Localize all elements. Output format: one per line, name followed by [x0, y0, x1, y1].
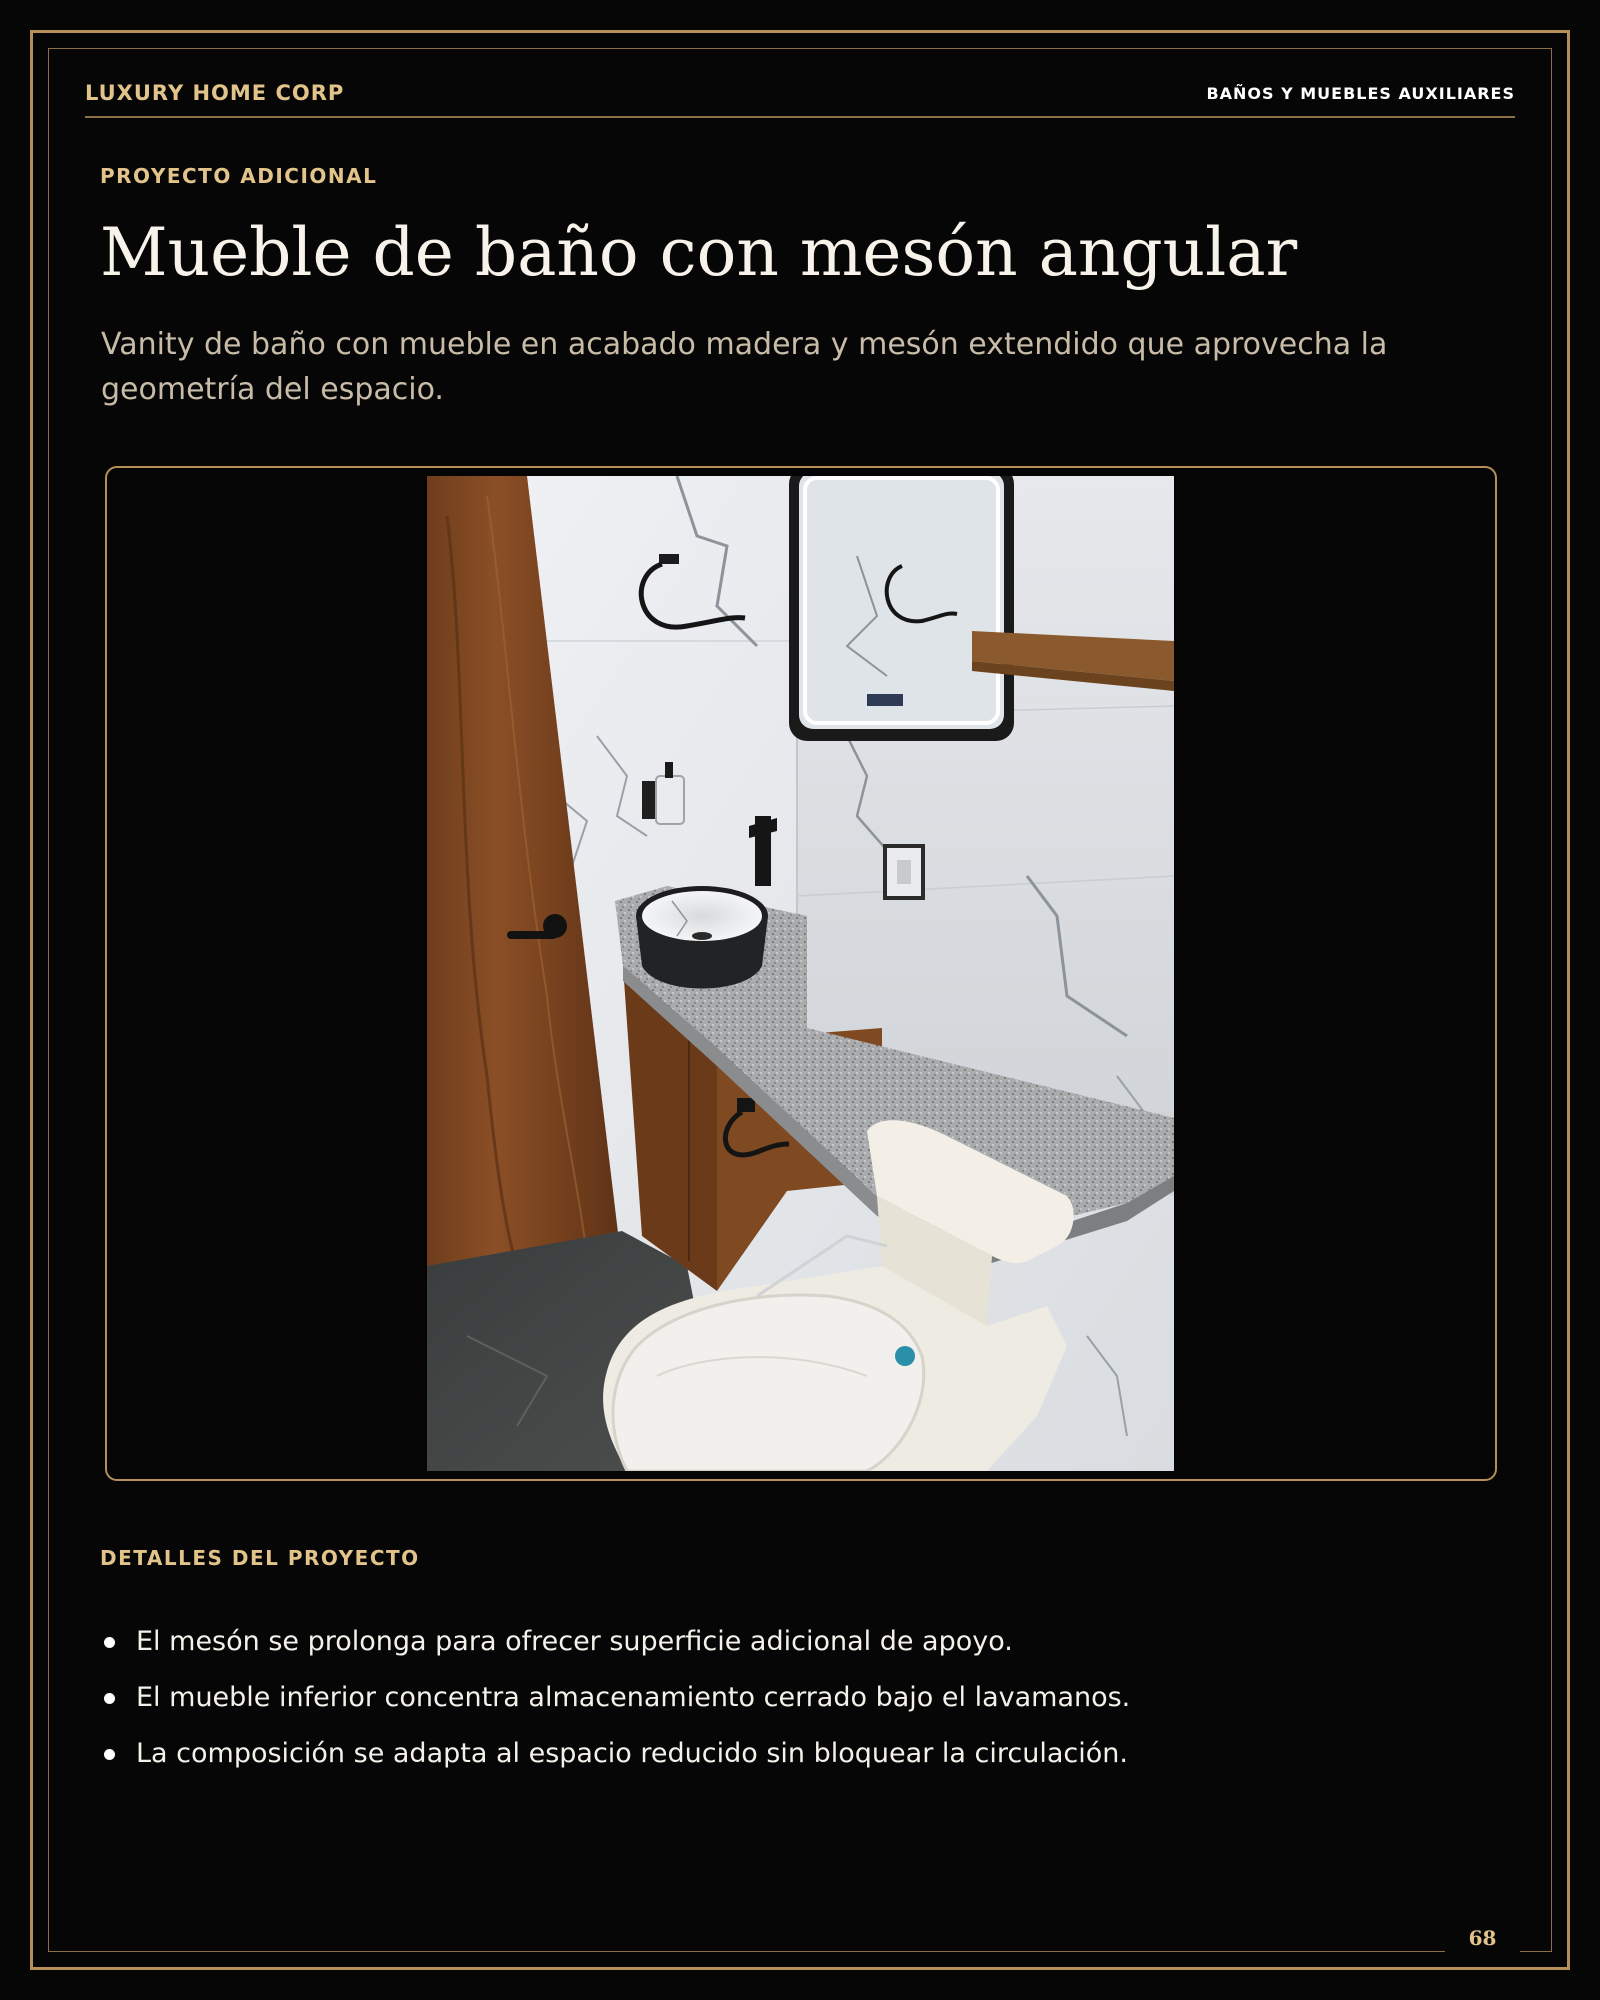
details-item-text: El mueble inferior concentra almacenamiento cerrado bajo el lavamanos.: [136, 1682, 1131, 1713]
page-header: [85, 68, 1515, 118]
eyebrow-label: PROYECTO ADICIONAL: [100, 164, 378, 188]
project-photo-frame: [105, 466, 1497, 1481]
details-item-text: La composición se adapta al espacio reducido sin bloquear la circulación.: [136, 1738, 1128, 1769]
details-list-item: [100, 1614, 1500, 1670]
details-heading: DETALLES DEL PROYECTO: [100, 1546, 420, 1570]
details-list-item: [100, 1726, 1500, 1782]
details-list: [100, 1614, 1500, 1782]
details-list-item: [100, 1670, 1500, 1726]
page-number: 68: [1445, 1922, 1520, 1954]
project-photo: [427, 476, 1174, 1471]
bullet-dot: [104, 1749, 115, 1760]
details-item-text: El mesón se prolonga para ofrecer superficie adicional de apoyo.: [136, 1626, 1013, 1657]
header-divider: [85, 116, 1515, 118]
brand-name: LUXURY HOME CORP: [85, 81, 345, 105]
bullet-dot: [104, 1693, 115, 1704]
section-name: BAÑOS Y MUEBLES AUXILIARES: [1206, 83, 1515, 103]
page-subtitle: Vanity de baño con mueble en acabado madera y mesón extendido que aprovecha la geometría del espacio.: [101, 327, 1388, 407]
page-title: Mueble de baño con mesón angular: [100, 214, 1298, 291]
bullet-dot: [104, 1637, 115, 1648]
